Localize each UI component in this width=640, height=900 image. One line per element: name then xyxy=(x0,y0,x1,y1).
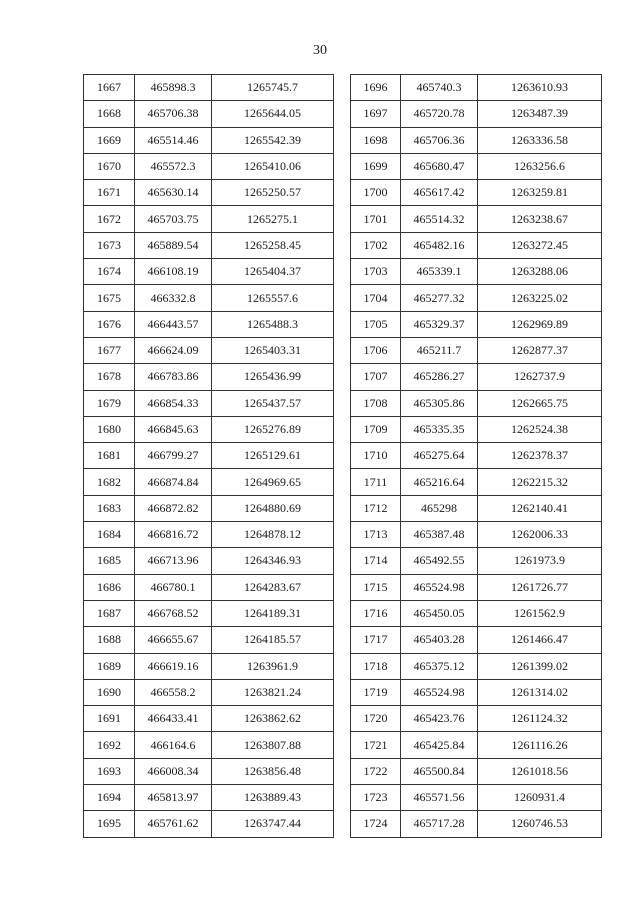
table-row xyxy=(351,153,602,179)
point-number-cell: 1678 xyxy=(84,364,135,390)
point-number-cell: 1669 xyxy=(84,127,135,153)
point-number-cell: 1677 xyxy=(84,337,135,363)
x-coordinate-cell: 465450.05 xyxy=(401,600,478,626)
y-coordinate-cell: 1263821.24 xyxy=(212,679,334,705)
table-row xyxy=(351,469,602,495)
x-coordinate-cell: 465524.98 xyxy=(401,679,478,705)
y-coordinate-cell: 1265644.05 xyxy=(212,101,334,127)
table-row xyxy=(84,285,334,311)
table-row xyxy=(84,337,334,363)
point-number-cell: 1687 xyxy=(84,600,135,626)
x-coordinate-cell: 466874.84 xyxy=(135,469,212,495)
x-coordinate-cell: 465514.32 xyxy=(401,206,478,232)
table-row xyxy=(84,785,334,811)
point-number-cell: 1683 xyxy=(84,495,135,521)
x-coordinate-cell: 465216.64 xyxy=(401,469,478,495)
y-coordinate-cell: 1264283.67 xyxy=(212,574,334,600)
table-row xyxy=(351,600,602,626)
table-row xyxy=(84,416,334,442)
x-coordinate-cell: 466558.2 xyxy=(135,679,212,705)
x-coordinate-cell: 465761.62 xyxy=(135,811,212,837)
y-coordinate-cell: 1264880.69 xyxy=(212,495,334,521)
y-coordinate-cell: 1261399.02 xyxy=(478,653,602,679)
y-coordinate-cell: 1261018.56 xyxy=(478,758,602,784)
y-coordinate-cell: 1263256.6 xyxy=(478,153,602,179)
point-number-cell: 1717 xyxy=(351,627,401,653)
point-number-cell: 1676 xyxy=(84,311,135,337)
y-coordinate-cell: 1265404.37 xyxy=(212,259,334,285)
point-number-cell: 1699 xyxy=(351,153,401,179)
y-coordinate-cell: 1263889.43 xyxy=(212,785,334,811)
point-number-cell: 1710 xyxy=(351,443,401,469)
point-number-cell: 1694 xyxy=(84,785,135,811)
table-row xyxy=(84,706,334,732)
x-coordinate-cell: 465524.98 xyxy=(401,574,478,600)
point-number-cell: 1719 xyxy=(351,679,401,705)
point-number-cell: 1701 xyxy=(351,206,401,232)
x-coordinate-cell: 465492.55 xyxy=(401,548,478,574)
point-number-cell: 1680 xyxy=(84,416,135,442)
y-coordinate-cell: 1265557.6 xyxy=(212,285,334,311)
y-coordinate-cell: 1263225.02 xyxy=(478,285,602,311)
y-coordinate-cell: 1263747.44 xyxy=(212,811,334,837)
table-row xyxy=(84,758,334,784)
y-coordinate-cell: 1265258.45 xyxy=(212,232,334,258)
table-row xyxy=(351,311,602,337)
point-number-cell: 1693 xyxy=(84,758,135,784)
y-coordinate-cell: 1265275.1 xyxy=(212,206,334,232)
y-coordinate-cell: 1263487.39 xyxy=(478,101,602,127)
table-row xyxy=(351,627,602,653)
point-number-cell: 1703 xyxy=(351,259,401,285)
x-coordinate-cell: 465514.46 xyxy=(135,127,212,153)
table-row xyxy=(351,285,602,311)
table-row xyxy=(351,232,602,258)
y-coordinate-cell: 1265437.57 xyxy=(212,390,334,416)
y-coordinate-cell: 1261124.32 xyxy=(478,706,602,732)
y-coordinate-cell: 1265488.3 xyxy=(212,311,334,337)
y-coordinate-cell: 1261726.77 xyxy=(478,574,602,600)
y-coordinate-cell: 1264185.57 xyxy=(212,627,334,653)
x-coordinate-cell: 466443.57 xyxy=(135,311,212,337)
y-coordinate-cell: 1262524.38 xyxy=(478,416,602,442)
y-coordinate-cell: 1264189.31 xyxy=(212,600,334,626)
x-coordinate-cell: 465617.42 xyxy=(401,180,478,206)
table-row xyxy=(84,101,334,127)
point-number-cell: 1712 xyxy=(351,495,401,521)
table-row xyxy=(351,706,602,732)
x-coordinate-cell: 466008.34 xyxy=(135,758,212,784)
x-coordinate-cell: 465305.86 xyxy=(401,390,478,416)
x-coordinate-cell: 465813.97 xyxy=(135,785,212,811)
x-coordinate-cell: 466780.1 xyxy=(135,574,212,600)
table-row xyxy=(351,495,602,521)
x-coordinate-cell: 465403.28 xyxy=(401,627,478,653)
page-number: 30 xyxy=(313,43,327,58)
y-coordinate-cell: 1262215.32 xyxy=(478,469,602,495)
x-coordinate-cell: 465703.75 xyxy=(135,206,212,232)
x-coordinate-cell: 465298 xyxy=(401,495,478,521)
table-row xyxy=(84,548,334,574)
x-coordinate-cell: 465211.7 xyxy=(401,337,478,363)
y-coordinate-cell: 1265276.89 xyxy=(212,416,334,442)
table-row xyxy=(84,206,334,232)
point-number-cell: 1704 xyxy=(351,285,401,311)
point-number-cell: 1696 xyxy=(351,75,401,101)
x-coordinate-cell: 466783.86 xyxy=(135,364,212,390)
table-row xyxy=(351,758,602,784)
table-row xyxy=(351,548,602,574)
x-coordinate-cell: 465275.64 xyxy=(401,443,478,469)
table-row xyxy=(351,653,602,679)
point-number-cell: 1713 xyxy=(351,522,401,548)
x-coordinate-cell: 466108.19 xyxy=(135,259,212,285)
point-number-cell: 1671 xyxy=(84,180,135,206)
x-coordinate-cell: 465740.3 xyxy=(401,75,478,101)
coordinate-table-left xyxy=(83,74,334,838)
x-coordinate-cell: 466619.16 xyxy=(135,653,212,679)
y-coordinate-cell: 1263238.67 xyxy=(478,206,602,232)
point-number-cell: 1689 xyxy=(84,653,135,679)
x-coordinate-cell: 465423.76 xyxy=(401,706,478,732)
table-row xyxy=(84,811,334,837)
table-row xyxy=(84,390,334,416)
y-coordinate-cell: 1262006.33 xyxy=(478,522,602,548)
y-coordinate-cell: 1261314.02 xyxy=(478,679,602,705)
table-row xyxy=(84,311,334,337)
point-number-cell: 1690 xyxy=(84,679,135,705)
point-number-cell: 1707 xyxy=(351,364,401,390)
y-coordinate-cell: 1263336.58 xyxy=(478,127,602,153)
table-row xyxy=(84,469,334,495)
x-coordinate-cell: 466872.82 xyxy=(135,495,212,521)
x-coordinate-cell: 466854.33 xyxy=(135,390,212,416)
table-row xyxy=(351,390,602,416)
table-row xyxy=(351,522,602,548)
point-number-cell: 1679 xyxy=(84,390,135,416)
table-row xyxy=(84,574,334,600)
table-row xyxy=(84,679,334,705)
y-coordinate-cell: 1265410.06 xyxy=(212,153,334,179)
y-coordinate-cell: 1260931.4 xyxy=(478,785,602,811)
point-number-cell: 1708 xyxy=(351,390,401,416)
y-coordinate-cell: 1265129.61 xyxy=(212,443,334,469)
x-coordinate-cell: 465277.32 xyxy=(401,285,478,311)
table-row xyxy=(351,180,602,206)
y-coordinate-cell: 1261116.26 xyxy=(478,732,602,758)
y-coordinate-cell: 1263259.81 xyxy=(478,180,602,206)
y-coordinate-cell: 1261562.9 xyxy=(478,600,602,626)
point-number-cell: 1721 xyxy=(351,732,401,758)
point-number-cell: 1686 xyxy=(84,574,135,600)
y-coordinate-cell: 1264969.65 xyxy=(212,469,334,495)
x-coordinate-cell: 465571.56 xyxy=(401,785,478,811)
x-coordinate-cell: 466332.8 xyxy=(135,285,212,311)
y-coordinate-cell: 1265250.57 xyxy=(212,180,334,206)
table-row xyxy=(84,653,334,679)
y-coordinate-cell: 1262665.75 xyxy=(478,390,602,416)
x-coordinate-cell: 466713.96 xyxy=(135,548,212,574)
table-row xyxy=(351,75,602,101)
x-coordinate-cell: 465339.1 xyxy=(401,259,478,285)
x-coordinate-cell: 465329.37 xyxy=(401,311,478,337)
y-coordinate-cell: 1260746.53 xyxy=(478,811,602,837)
y-coordinate-cell: 1264878.12 xyxy=(212,522,334,548)
y-coordinate-cell: 1262969.89 xyxy=(478,311,602,337)
x-coordinate-cell: 466624.09 xyxy=(135,337,212,363)
point-number-cell: 1706 xyxy=(351,337,401,363)
x-coordinate-cell: 466164.6 xyxy=(135,732,212,758)
point-number-cell: 1711 xyxy=(351,469,401,495)
point-number-cell: 1720 xyxy=(351,706,401,732)
table-row xyxy=(351,101,602,127)
table-row xyxy=(84,153,334,179)
y-coordinate-cell: 1265542.39 xyxy=(212,127,334,153)
y-coordinate-cell: 1265745.7 xyxy=(212,75,334,101)
x-coordinate-cell: 465680.47 xyxy=(401,153,478,179)
table-row xyxy=(84,180,334,206)
y-coordinate-cell: 1263272.45 xyxy=(478,232,602,258)
table-row xyxy=(84,600,334,626)
x-coordinate-cell: 465500.84 xyxy=(401,758,478,784)
x-coordinate-cell: 466845.63 xyxy=(135,416,212,442)
point-number-cell: 1709 xyxy=(351,416,401,442)
x-coordinate-cell: 466799.27 xyxy=(135,443,212,469)
point-number-cell: 1722 xyxy=(351,758,401,784)
y-coordinate-cell: 1261973.9 xyxy=(478,548,602,574)
table-row xyxy=(351,364,602,390)
x-coordinate-cell: 465375.12 xyxy=(401,653,478,679)
x-coordinate-cell: 466768.52 xyxy=(135,600,212,626)
y-coordinate-cell: 1263856.48 xyxy=(212,758,334,784)
point-number-cell: 1724 xyxy=(351,811,401,837)
point-number-cell: 1692 xyxy=(84,732,135,758)
point-number-cell: 1702 xyxy=(351,232,401,258)
point-number-cell: 1668 xyxy=(84,101,135,127)
x-coordinate-cell: 465482.16 xyxy=(401,232,478,258)
table-row xyxy=(351,337,602,363)
table-row xyxy=(351,416,602,442)
x-coordinate-cell: 465335.35 xyxy=(401,416,478,442)
y-coordinate-cell: 1265403.31 xyxy=(212,337,334,363)
point-number-cell: 1674 xyxy=(84,259,135,285)
point-number-cell: 1682 xyxy=(84,469,135,495)
point-number-cell: 1698 xyxy=(351,127,401,153)
table-row xyxy=(84,522,334,548)
table-row xyxy=(351,732,602,758)
table-row xyxy=(84,495,334,521)
y-coordinate-cell: 1262378.37 xyxy=(478,443,602,469)
table-row xyxy=(84,364,334,390)
x-coordinate-cell: 465706.36 xyxy=(401,127,478,153)
point-number-cell: 1715 xyxy=(351,574,401,600)
point-number-cell: 1675 xyxy=(84,285,135,311)
table-row xyxy=(84,127,334,153)
y-coordinate-cell: 1263288.06 xyxy=(478,259,602,285)
y-coordinate-cell: 1263961.9 xyxy=(212,653,334,679)
y-coordinate-cell: 1262877.37 xyxy=(478,337,602,363)
x-coordinate-cell: 466433.41 xyxy=(135,706,212,732)
table-row xyxy=(351,811,602,837)
table-row xyxy=(84,75,334,101)
x-coordinate-cell: 465898.3 xyxy=(135,75,212,101)
table-row xyxy=(84,232,334,258)
x-coordinate-cell: 465889.54 xyxy=(135,232,212,258)
table-row xyxy=(351,259,602,285)
y-coordinate-cell: 1263862.62 xyxy=(212,706,334,732)
point-number-cell: 1670 xyxy=(84,153,135,179)
point-number-cell: 1723 xyxy=(351,785,401,811)
point-number-cell: 1691 xyxy=(84,706,135,732)
point-number-cell: 1714 xyxy=(351,548,401,574)
point-number-cell: 1685 xyxy=(84,548,135,574)
point-number-cell: 1667 xyxy=(84,75,135,101)
point-number-cell: 1672 xyxy=(84,206,135,232)
point-number-cell: 1688 xyxy=(84,627,135,653)
point-number-cell: 1700 xyxy=(351,180,401,206)
y-coordinate-cell: 1262737.9 xyxy=(478,364,602,390)
x-coordinate-cell: 465387.48 xyxy=(401,522,478,548)
y-coordinate-cell: 1264346.93 xyxy=(212,548,334,574)
y-coordinate-cell: 1263610.93 xyxy=(478,75,602,101)
table-row xyxy=(351,574,602,600)
y-coordinate-cell: 1262140.41 xyxy=(478,495,602,521)
table-row xyxy=(351,785,602,811)
x-coordinate-cell: 465572.3 xyxy=(135,153,212,179)
point-number-cell: 1673 xyxy=(84,232,135,258)
x-coordinate-cell: 465706.38 xyxy=(135,101,212,127)
table-row xyxy=(351,679,602,705)
y-coordinate-cell: 1261466.47 xyxy=(478,627,602,653)
table-row xyxy=(84,627,334,653)
table-row xyxy=(351,443,602,469)
table-row xyxy=(84,732,334,758)
point-number-cell: 1705 xyxy=(351,311,401,337)
point-number-cell: 1695 xyxy=(84,811,135,837)
x-coordinate-cell: 465425.84 xyxy=(401,732,478,758)
table-row xyxy=(84,259,334,285)
y-coordinate-cell: 1265436.99 xyxy=(212,364,334,390)
x-coordinate-cell: 465717.28 xyxy=(401,811,478,837)
table-row xyxy=(351,127,602,153)
coordinate-table-right xyxy=(350,74,602,838)
x-coordinate-cell: 465286.27 xyxy=(401,364,478,390)
point-number-cell: 1716 xyxy=(351,600,401,626)
point-number-cell: 1681 xyxy=(84,443,135,469)
table-row xyxy=(351,206,602,232)
x-coordinate-cell: 465630.14 xyxy=(135,180,212,206)
point-number-cell: 1684 xyxy=(84,522,135,548)
point-number-cell: 1718 xyxy=(351,653,401,679)
x-coordinate-cell: 466655.67 xyxy=(135,627,212,653)
x-coordinate-cell: 466816.72 xyxy=(135,522,212,548)
table-row xyxy=(84,443,334,469)
y-coordinate-cell: 1263807.88 xyxy=(212,732,334,758)
point-number-cell: 1697 xyxy=(351,101,401,127)
x-coordinate-cell: 465720.78 xyxy=(401,101,478,127)
